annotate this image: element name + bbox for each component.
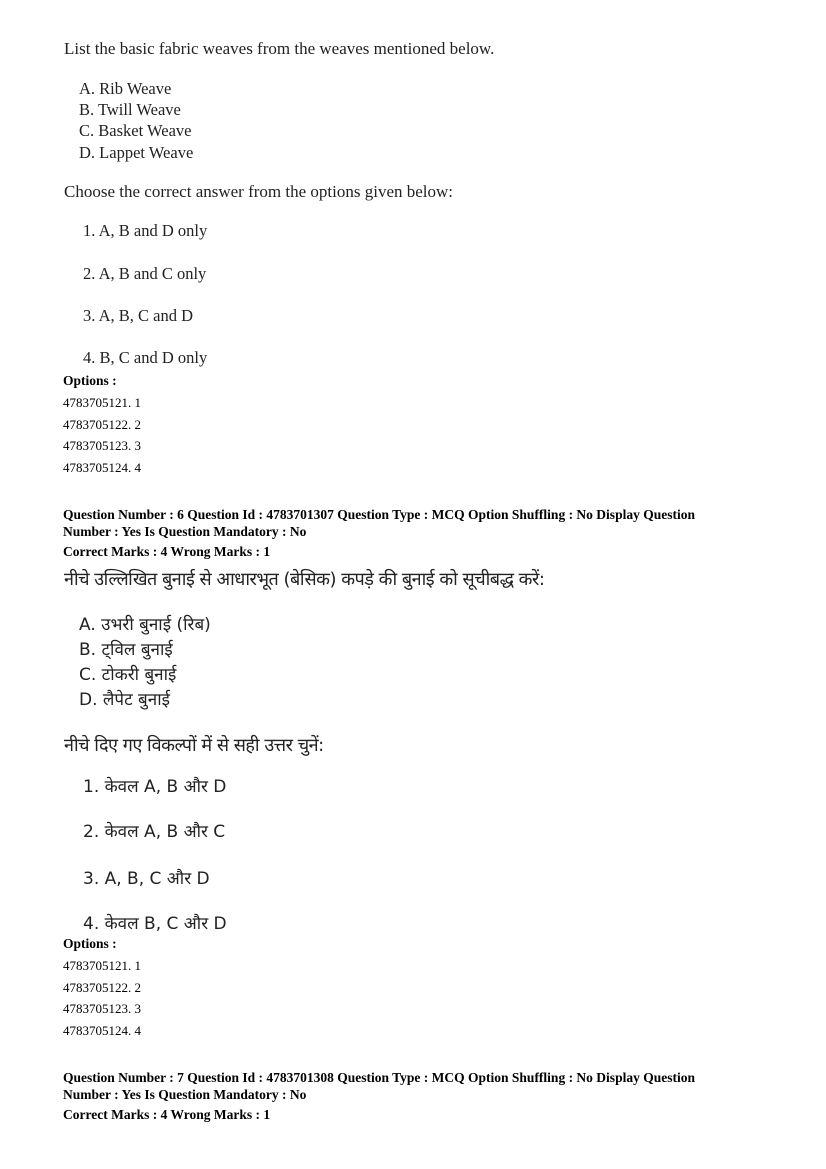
- question-meta: Question Number : 7 Question Id : 4783701308 Question Type : MCQ Option Shuffling : No Display Question: [63, 1070, 695, 1085]
- answer-choice: 3. A, B, C and D: [83, 306, 194, 325]
- question-meta: Number : Yes Is Question Mandatory : No: [63, 1087, 307, 1102]
- option-item: 4783705121. 1: [63, 958, 141, 973]
- answer-choice: 4. B, C and D only: [83, 348, 208, 367]
- instruction-text: Choose the correct answer from the options given below:: [64, 182, 454, 201]
- options-label: Options :: [63, 936, 117, 951]
- options-label: Options :: [63, 373, 117, 388]
- option-item: 4783705124. 4: [63, 1023, 141, 1038]
- question-marks: Correct Marks : 4 Wrong Marks : 1: [63, 544, 271, 559]
- list-item: B. Twill Weave: [79, 100, 181, 119]
- question-stem: List the basic fabric weaves from the weaves mentioned below.: [64, 39, 495, 58]
- question-marks: Correct Marks : 4 Wrong Marks : 1: [63, 1107, 271, 1122]
- list-item: D. लैपेट बुनाई: [79, 690, 170, 710]
- list-item: B. ट्विल बुनाई: [79, 640, 173, 660]
- option-item: 4783705123. 3: [63, 1001, 141, 1016]
- answer-choice: 3. A, B, C और D: [83, 869, 210, 889]
- answer-choice: 1. A, B and D only: [83, 221, 208, 240]
- list-item: C. टोकरी बुनाई: [79, 665, 177, 685]
- question-meta: Question Number : 6 Question Id : 4783701307 Question Type : MCQ Option Shuffling : No Display Question: [63, 507, 695, 522]
- list-item: D. Lappet Weave: [79, 143, 194, 162]
- answer-choice: 2. केवल A, B और C: [83, 822, 226, 842]
- question-stem-hindi: नीचे उल्लिखित बुनाई से आधारभूत (बेसिक) कपड़े की बुनाई को सूचीबद्ध करें:: [64, 569, 545, 590]
- answer-choice: 2. A, B and C only: [83, 264, 207, 283]
- answer-choice: 1. केवल A, B और D: [83, 777, 227, 797]
- option-item: 4783705123. 3: [63, 438, 141, 453]
- list-item: C. Basket Weave: [79, 121, 192, 140]
- option-item: 4783705122. 2: [63, 980, 141, 995]
- list-item: A. उभरी बुनाई (रिब): [79, 615, 211, 635]
- option-item: 4783705122. 2: [63, 417, 141, 432]
- answer-choice: 4. केवल B, C और D: [83, 914, 227, 934]
- question-meta: Number : Yes Is Question Mandatory : No: [63, 524, 307, 539]
- instruction-text-hindi: नीचे दिए गए विकल्पों में से सही उत्तर चुनें:: [64, 735, 324, 756]
- list-item: A. Rib Weave: [79, 79, 172, 98]
- option-item: 4783705124. 4: [63, 460, 141, 475]
- option-item: 4783705121. 1: [63, 395, 141, 410]
